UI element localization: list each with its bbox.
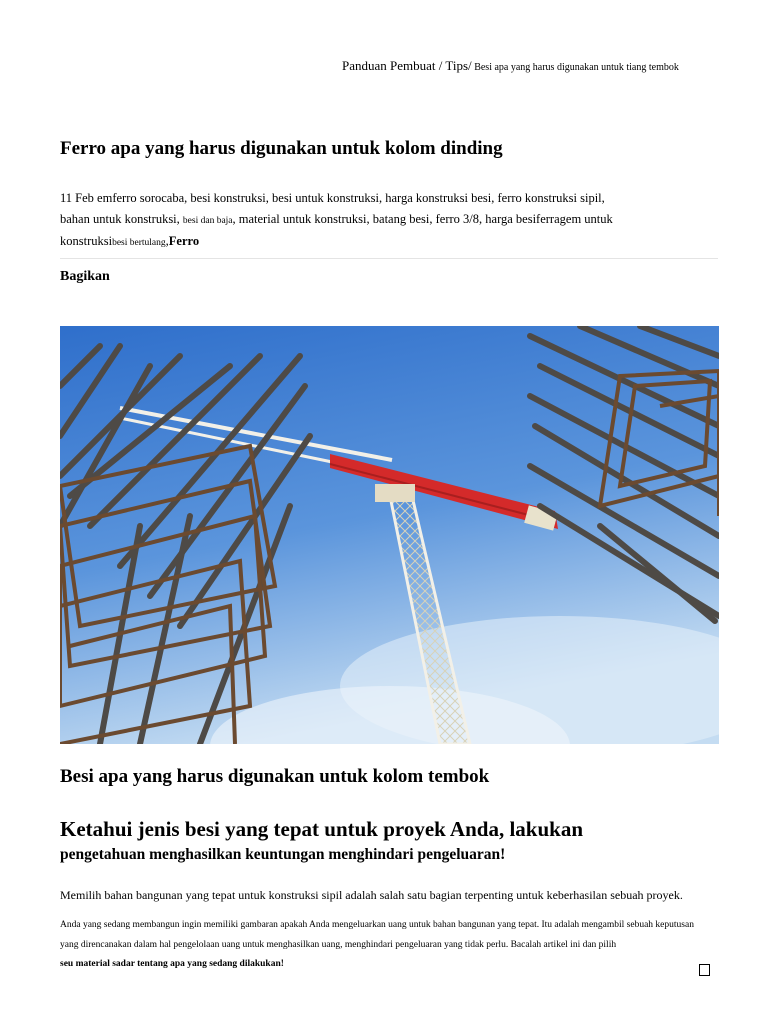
intro-paragraph: Memilih bahan bangunan yang tepat untuk konstruksi sipil adalah salah satu bagian terpenting untuk keberhasilan sebuah proyek.	[60, 888, 683, 902]
tag-link[interactable]: besi dan baja	[182, 215, 233, 226]
body-paragraph	[60, 916, 700, 975]
post-date: 11 Feb	[60, 191, 94, 205]
subsection-heading: Ketahui jenis besi yang tepat untuk proyek Anda, lakukan	[60, 817, 584, 841]
post-author-link[interactable]: emferro sorocaba	[97, 191, 185, 205]
breadcrumb-current: Besi apa yang harus digunakan untuk tiang tembok	[471, 62, 679, 73]
tag-link[interactable]: batang besi	[372, 211, 430, 226]
hero-image	[60, 326, 719, 744]
subsection-subheading: pengetahuan menghasilkan keuntungan menghindari pengeluaran!	[60, 846, 506, 863]
tag-link[interactable]: besi konstruksi	[190, 191, 266, 205]
page-title: Ferro apa yang harus digunakan untuk kolom dinding	[60, 138, 503, 159]
share-label: Bagikan	[60, 269, 110, 284]
breadcrumb	[342, 58, 679, 74]
body-paragraph-text: Anda yang sedang membangun ingin memiliki gambaran apakah Anda mengeluarkan uang untuk bahan bangunan yang tepat. Itu adalah mengambil sebuah keputusan yang direncanakan dalam hal pengelolaan uang untuk menghasilkan uang, menghindari pengeluaran yang tidak perlu. Bacalah artikel ini dan pilih	[60, 920, 694, 950]
tag-link[interactable]: harga besiferragem untuk konstruksi	[60, 211, 613, 248]
category-link[interactable]: Ferro	[168, 234, 200, 248]
section-heading: Besi apa yang harus digunakan untuk kolom tembok	[60, 766, 490, 787]
tag-link[interactable]: ferro 3/8	[435, 211, 480, 226]
divider	[60, 258, 718, 259]
tag-link[interactable]: besi untuk konstruksi	[272, 191, 379, 205]
tag-link[interactable]: ferro konstruksi sipil	[497, 191, 602, 205]
tag-link[interactable]: besi bertulang	[112, 238, 166, 248]
checkbox[interactable]	[699, 964, 710, 976]
breadcrumb-separator: /	[435, 58, 446, 73]
tag-link[interactable]: harga konstruksi besi	[385, 191, 492, 205]
tag-link[interactable]: material untuk konstruksi	[238, 211, 367, 226]
body-paragraph-bold: seu material sadar tentang apa yang sedang dilakukan!	[60, 959, 284, 969]
tag-link[interactable]: bahan untuk konstruksi	[60, 211, 177, 226]
breadcrumb-home-link[interactable]: Panduan Pembuat	[342, 58, 436, 73]
post-meta: 11 Feb emferro sorocaba, besi konstruksi, besi untuk konstruksi, harga konstruksi besi, ferro konstruksi sipil, bahan untuk konstruksi, besi dan baja, material untuk konstruksi, batang besi, ferro 3/8, harga besiferragem untuk konstruksibesi bertulang,Ferro	[60, 191, 613, 248]
breadcrumb-tips-link[interactable]: Tips/	[445, 58, 472, 73]
